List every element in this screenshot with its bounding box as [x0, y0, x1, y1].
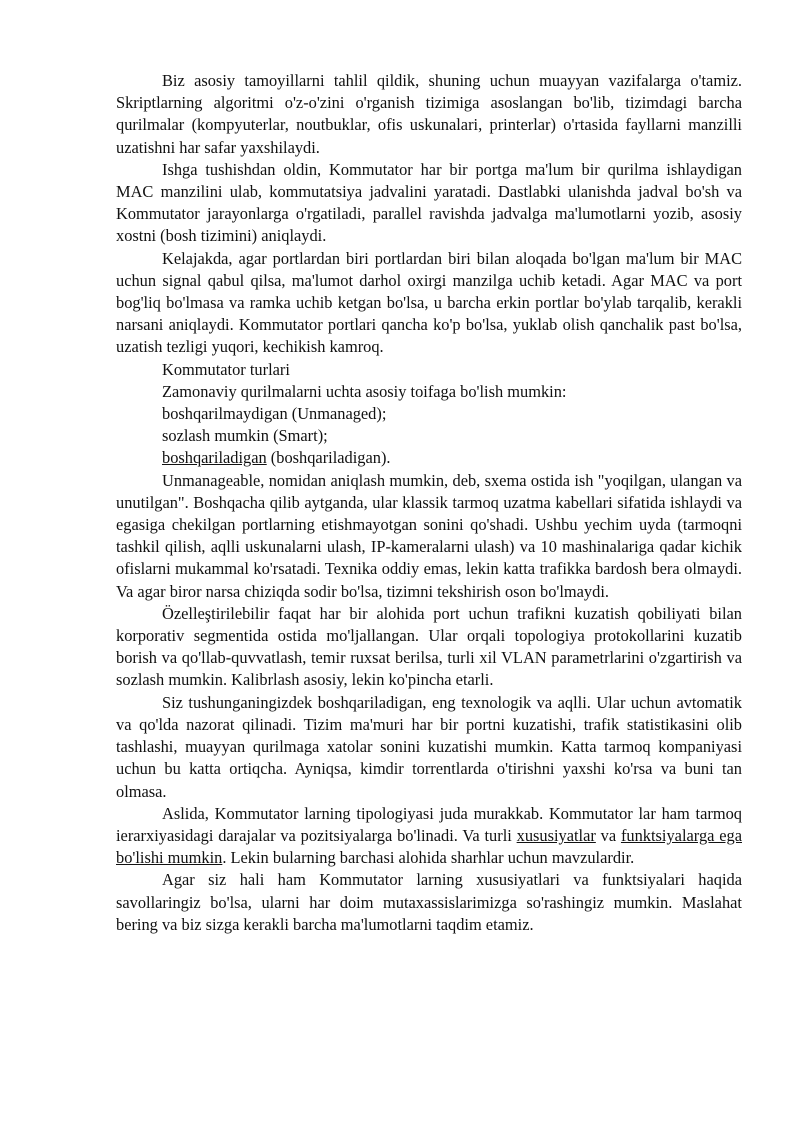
- paragraph: Özelleştirilebilir faqat har bir alohida port uchun trafikni kuzatish qobiliyati bilan korporativ segmentida ostida mo'ljallangan. Ular orqali topologiya protokollarini kuzatib borish va qo'llab-quvvatlash, temir ruxsat berilsa, turli xil VLAN parametrlarini o'zgartirish va sozlash mumkin. Kalibrlash asosiy, lekin ko'pincha etarli.: [116, 603, 742, 690]
- paragraph: Kelajakda, agar portlardan biri portlardan biri bilan aloqada bo'lgan ma'lum bir MAC uchun signal qabul qilsa, ma'lumot darhol oxirgi manzilga uchib ketadi. Agar MAC va port bog'liq bo'lmasa va ramka uchib ketgan bo'lsa, u barcha erkin portlar bo'ylab tarqalib, kerakli narsani aniqlaydi. Kommutator portlari qancha ko'p bo'lsa, yuklab olish qanchalik past bo'lsa, uzatish tezligi yuqori, kechikish kamroq.: [116, 248, 742, 357]
- paragraph: Biz asosiy tamoyillarni tahlil qildik, shuning uchun muayyan vazifalarga o'tamiz. Skriptlarning algoritmi o'z-o'zini o'rganish tizimiga asoslangan bo'lib, tizimdagi barcha qurilmalar (kompyuterlar, noutbuklar, ofis uskunalari, printerlar) o'rtasida fayllarni manzilli uzatishni har safar yaxshilaydi.: [116, 71, 742, 157]
- paragraph: Siz tushunganingizdek boshqariladigan, eng texnologik va aqlli. Ular uchun avtomatik va qo'lda nazorat qilinadi. Tizim ma'muri har bir portni kuzatishi, trafik statistikasini olib tashlashi, muayyan qurilmaga xatolar sonini kuzatishi mumkin. Katta tarmoq kompaniyasi uchun bu katta ortiqcha. Ayniqsa, kimdir torrentlarda o'tirishni yaxshi ko'rsa va buni tan olmasa.: [116, 692, 742, 801]
- paragraph-text: Aslida, Kommutator larning tipologiyasi juda murakkab. Kommutator lar ham tarmoq ierarxiyasidagi darajalar va pozitsiyalarga bo'linadi. Va turli: [116, 803, 742, 845]
- paragraph-text: . Lekin bularning barchasi alohida sharhlar uchun mavzulardir.: [222, 848, 635, 868]
- paragraph: Unmanageable, nomidan aniqlash mumkin, deb, sxema ostida ish "yoqilgan, ulangan va unutilgan". Boshqacha qilib aytganda, ular klassik tarmoq uzatma kabellari sifatida ishlaydi va egasiga chekilgan portlarning etishmayotgan sonini qo'shadi. Ushbu yechim uyda (tarmoqni tashkil qilish, aqlli uskunalarni ulash, IP-kameralarni ulash) va 10 mashinalariga qadar kichik ofislarni mukammal ko'rsatadi. Texnika oddiy emas, lekin katta trafikka bardosh bera olmaydi. Va agar biror narsa chiziqda sodir bo'lsa, tizimni tekshirish oson bo'lmaydi.: [116, 470, 742, 601]
- list-item-text: (boshqariladigan).: [266, 448, 391, 468]
- document-page: [116, 70, 742, 936]
- list-item: [116, 447, 742, 469]
- paragraph: Ishga tushishdan oldin, Kommutator har bir portga ma'lum bir qurilma ishlaydigan MAC manzilini ulab, kommutatsiya jadvalini yaratadi. Dastlabki ulanishda jadval bo'sh va Kommutator jarayonlarga o'rgatiladi, parallel ravishda jadvalga ma'lumotlarni yozib, asosiy xostni (bosh tizimini) aniqlaydi.: [116, 159, 742, 246]
- list-item: boshqarilmaydigan (Unmanaged);: [162, 404, 387, 424]
- paragraph: [116, 803, 742, 870]
- section-heading: Kommutator turlari: [162, 359, 290, 379]
- list-item: sozlash mumkin (Smart);: [162, 426, 328, 446]
- link-xususiyatlar[interactable]: xususiyatlar: [516, 825, 596, 845]
- link-boshqariladigan[interactable]: boshqariladigan: [162, 448, 267, 468]
- list-intro: Zamonaviy qurilmalarni uchta asosiy toifaga bo'lish mumkin:: [162, 381, 567, 401]
- link-funktsiyalarga[interactable]: funktsiyalarga ega bo'lishi mumkin: [116, 825, 742, 868]
- paragraph-text: va: [595, 825, 621, 845]
- paragraph: Agar siz hali ham Kommutator larning xususiyatlari va funktsiyalari haqida savollaringiz bo'lsa, ularni har doim mutaxassislarimizga so'rashingiz mumkin. Maslahat bering va biz sizga kerakli barcha ma'lumotlarni taqdim etamiz.: [116, 870, 742, 934]
